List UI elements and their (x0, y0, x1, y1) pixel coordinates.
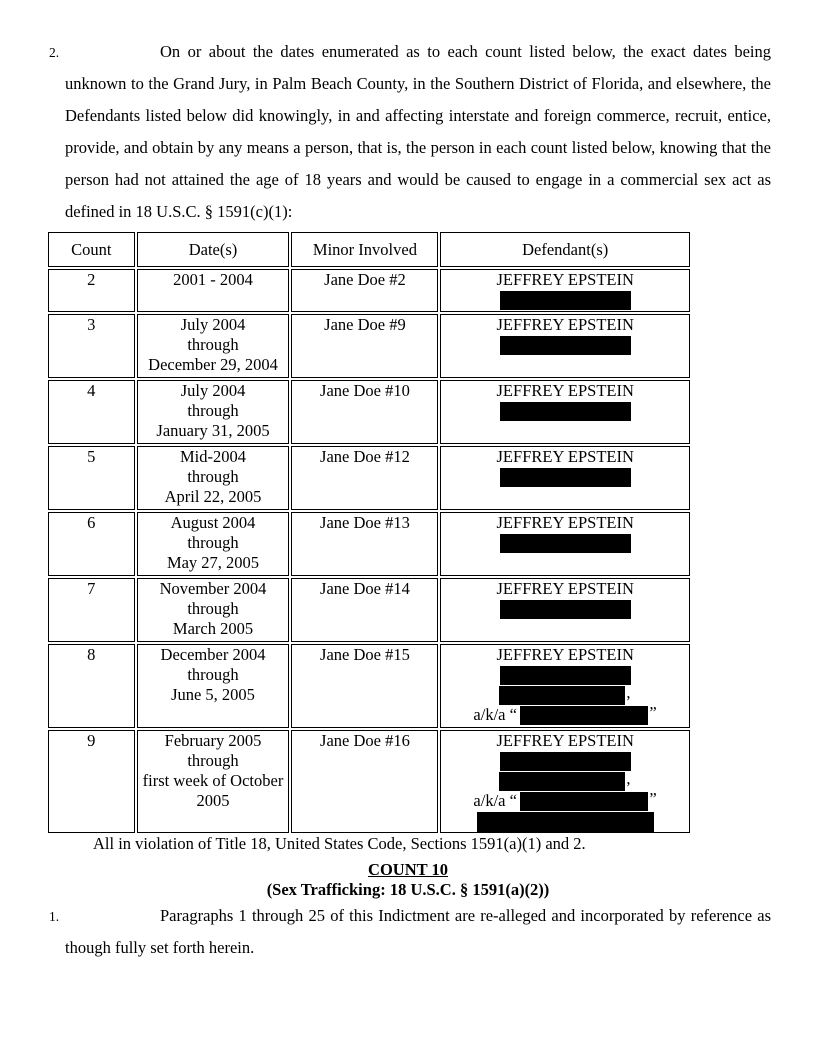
date-line: July 2004 (180, 381, 246, 400)
date-line: through (187, 751, 239, 770)
dates-cell (137, 314, 290, 378)
count-cell: 2 (48, 269, 135, 312)
violation-statement: All in violation of Title 18, United States Code, Sections 1591(a)(1) and 2. (93, 834, 586, 853)
paragraph-number: 1. (49, 909, 60, 924)
dates-cell (137, 269, 290, 312)
table-row (48, 269, 690, 312)
redaction-block (500, 666, 631, 685)
date-line: March 2005 (172, 619, 254, 638)
date-line: May 27, 2005 (166, 553, 260, 572)
table-row (48, 446, 690, 510)
date-line: through (187, 467, 239, 486)
count-cell: 5 (48, 446, 135, 510)
paragraph-1-text (65, 900, 771, 964)
minor-cell: Jane Doe #2 (291, 269, 438, 312)
count-cell: 3 (48, 314, 135, 378)
minor-cell: Jane Doe #16 (291, 730, 438, 833)
defendant-cell (440, 512, 690, 576)
count-cell: 7 (48, 578, 135, 642)
dates-cell (137, 578, 290, 642)
redaction-block (520, 706, 648, 725)
aka-label: a/k/a “ (473, 705, 517, 724)
date-line: December 2004 (160, 645, 266, 664)
dates-cell (137, 512, 290, 576)
defendant-cell (440, 578, 690, 642)
aka-label: a/k/a “ (473, 791, 517, 810)
dates-cell (137, 730, 290, 833)
header-dates: Date(s) (137, 232, 290, 267)
defendant-cell (440, 644, 690, 728)
dates-cell (137, 446, 290, 510)
aka-line (441, 791, 689, 811)
paragraph-2-text (65, 36, 771, 228)
table-row (48, 512, 690, 576)
count-title: COUNT 10 (368, 860, 448, 879)
date-line: April 22, 2005 (164, 487, 262, 506)
date-line: 2001 - 2004 (173, 270, 253, 289)
redaction-block (477, 812, 654, 832)
redaction-block (500, 600, 631, 619)
paragraph-2-body: On or about the dates enumerated as to each count listed below, the exact dates being unknown to the Grand Jury, in Palm Beach County, in the Southern District of Florida, and elsewhere, the Defendants listed below did knowingly, in and affecting interstate and foreign commerce, recruit, entice, provide, and obtain by any means a person, that is, the person in each count listed below, knowing that the person had not attained the age of 18 years and would be caused to engage in a commercial sex act as defined in 18 U.S.C. § 1591(c)(1): (65, 42, 771, 221)
dates-cell (137, 380, 290, 444)
paragraph-number: 2. (49, 45, 60, 60)
redaction-block (500, 336, 631, 355)
table-row (48, 730, 690, 833)
paragraph-1-body: Paragraphs 1 through 25 of this Indictment are re-alleged and incorporated by reference as though fully set forth herein. (65, 906, 771, 957)
date-line: July 2004 (180, 315, 246, 334)
redaction-block (500, 402, 631, 421)
defendant-name: JEFFREY EPSTEIN (496, 513, 634, 532)
date-line: through (187, 533, 239, 552)
header-count: Count (48, 232, 135, 267)
redaction-block (500, 534, 631, 553)
count-cell: 4 (48, 380, 135, 444)
date-line: through (187, 599, 239, 618)
defendant-name: JEFFREY EPSTEIN (496, 579, 634, 598)
minor-cell: Jane Doe #15 (291, 644, 438, 728)
minor-cell: Jane Doe #10 (291, 380, 438, 444)
comma: , (626, 769, 631, 788)
defendant-cell (440, 446, 690, 510)
defendant-cell (440, 730, 690, 833)
aka-close-quote: ” (649, 703, 657, 722)
redaction-block (520, 792, 648, 811)
date-line: January 31, 2005 (156, 421, 270, 440)
date-line: Mid-2004 (180, 447, 246, 466)
header-minor: Minor Involved (291, 232, 438, 267)
date-line: 2005 (196, 791, 230, 810)
minor-cell: Jane Doe #9 (291, 314, 438, 378)
defendant-name: JEFFREY EPSTEIN (496, 270, 634, 289)
minor-cell: Jane Doe #13 (291, 512, 438, 576)
defendant-name: JEFFREY EPSTEIN (496, 381, 634, 400)
date-line: June 5, 2005 (171, 685, 255, 704)
redaction-block (499, 686, 625, 705)
aka-close-quote: ” (649, 789, 657, 808)
aka-line (441, 705, 689, 725)
dates-cell (137, 644, 290, 728)
table-row (48, 578, 690, 642)
defendant-name: JEFFREY EPSTEIN (496, 315, 634, 334)
redaction-block (500, 752, 631, 771)
date-line: August 2004 (170, 513, 256, 532)
counts-table (46, 230, 692, 835)
table-row (48, 380, 690, 444)
redaction-block (500, 468, 631, 487)
defendant-name: JEFFREY EPSTEIN (496, 731, 634, 750)
defendant-cell (440, 269, 690, 312)
date-line: first week of October (142, 771, 284, 790)
count-subtitle: (Sex Trafficking: 18 U.S.C. § 1591(a)(2)) (266, 880, 550, 899)
redaction-block (499, 772, 625, 791)
date-line: through (187, 335, 239, 354)
redaction-block (500, 291, 631, 310)
date-line: December 29, 2004 (148, 355, 278, 374)
header-defendants: Defendant(s) (440, 232, 690, 267)
count-cell: 9 (48, 730, 135, 833)
table-row (48, 314, 690, 378)
date-line: November 2004 (159, 579, 267, 598)
date-line: February 2005 (164, 731, 262, 750)
count-cell: 6 (48, 512, 135, 576)
table-header-row (48, 232, 690, 267)
count-cell: 8 (48, 644, 135, 728)
defendant-cell (440, 380, 690, 444)
table-row (48, 644, 690, 728)
date-line: through (187, 665, 239, 684)
minor-cell: Jane Doe #12 (291, 446, 438, 510)
defendant-cell (440, 314, 690, 378)
date-line: through (187, 401, 239, 420)
minor-cell: Jane Doe #14 (291, 578, 438, 642)
comma: , (626, 683, 631, 702)
defendant-name: JEFFREY EPSTEIN (496, 447, 634, 466)
defendant-name: JEFFREY EPSTEIN (496, 645, 634, 664)
